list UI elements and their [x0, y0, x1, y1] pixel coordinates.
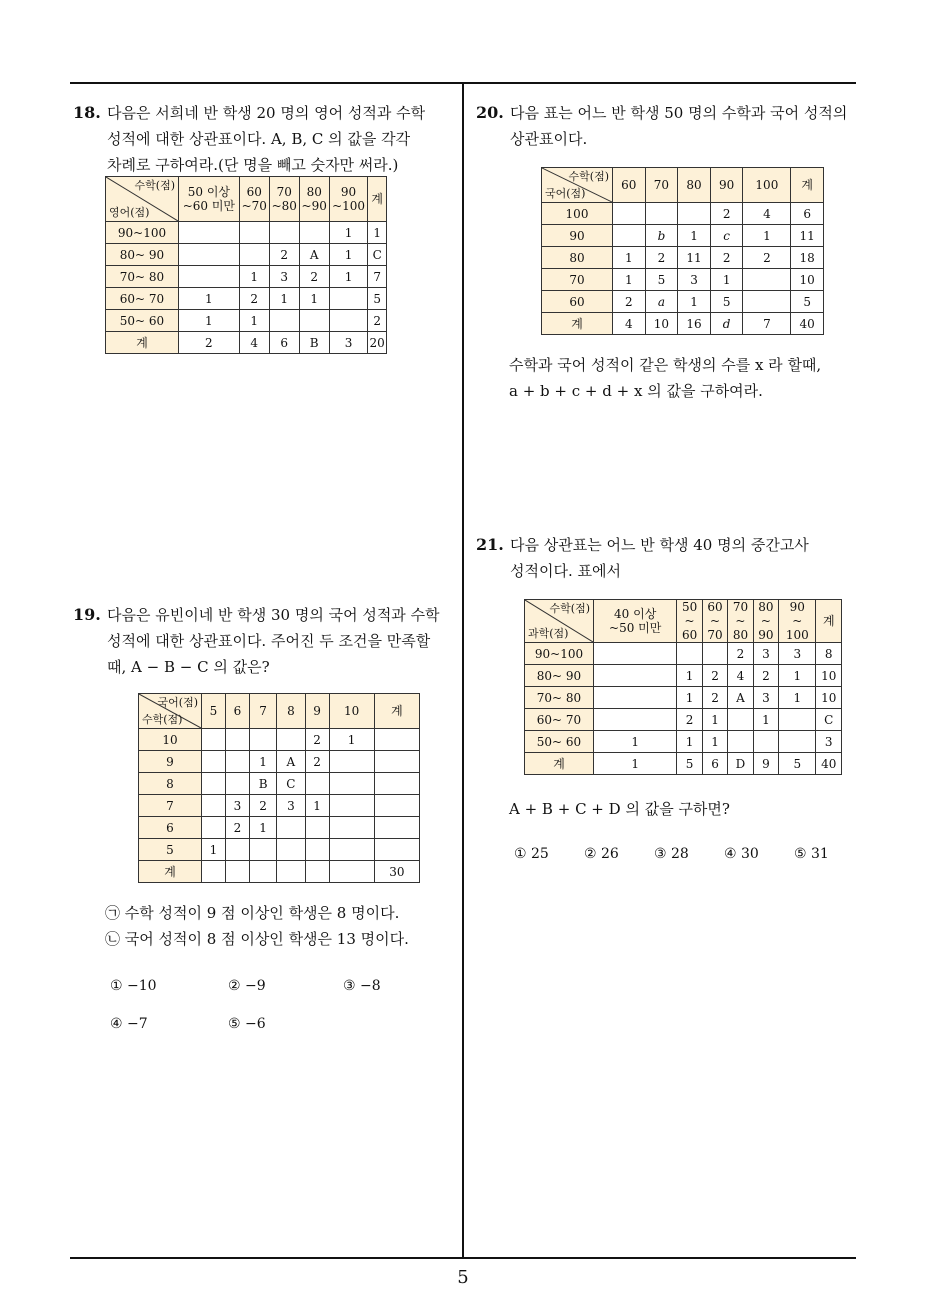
- row-header: 9: [139, 751, 202, 773]
- table-cell: 6: [702, 753, 727, 775]
- table-cell: 2: [179, 332, 240, 354]
- column-header: 9: [305, 694, 329, 729]
- table-cell: [329, 310, 368, 332]
- column-variable-label: 국어(점): [157, 696, 198, 709]
- table-cell: 1: [239, 266, 269, 288]
- table-cell: [329, 751, 374, 773]
- table-cell: 7: [743, 313, 791, 335]
- table-cell: 1: [753, 709, 778, 731]
- table-row: [525, 709, 842, 731]
- table-cell: 9: [753, 753, 778, 775]
- column-header: 7: [249, 694, 276, 729]
- table-cell: [239, 222, 269, 244]
- table-cell: 2: [728, 643, 753, 665]
- table-cell: 1: [779, 665, 816, 687]
- question-text: 다음 표는 어느 반 학생 50 명의 수학과 국어 성적의 상관표이다.: [510, 104, 848, 148]
- row-variable-label: 과학(점): [528, 627, 569, 640]
- table-cell: 3: [753, 643, 778, 665]
- table-cell: 10: [816, 665, 842, 687]
- table-cell: 1: [702, 731, 727, 753]
- table-cell: [374, 817, 419, 839]
- table-cell: [225, 773, 249, 795]
- table-row: [542, 269, 824, 291]
- choice-2[interactable]: ② −9: [228, 978, 266, 994]
- table-corner-header: [542, 168, 613, 203]
- table-cell: 2: [645, 247, 678, 269]
- table-cell: [202, 773, 226, 795]
- table-cell: 1: [613, 247, 646, 269]
- row-header: 90: [542, 225, 613, 247]
- question-number: 20.: [476, 103, 504, 122]
- column-header: 90 ~100: [329, 177, 368, 222]
- column-header: 60 ~70: [239, 177, 269, 222]
- table-cell: B: [299, 332, 329, 354]
- table-cell: [329, 839, 374, 861]
- question-number: 18.: [73, 103, 101, 122]
- table-cell: [374, 795, 419, 817]
- table-row: [525, 643, 842, 665]
- column-header: 70 ~ 80: [728, 600, 753, 643]
- table-row: [542, 291, 824, 313]
- table-cell: [613, 203, 646, 225]
- choice-1[interactable]: ① −10: [110, 978, 157, 994]
- table-cell: 2: [710, 203, 743, 225]
- answer-choices-q21: [514, 846, 854, 870]
- table-cell: 1: [678, 291, 711, 313]
- column-header: 10: [329, 694, 374, 729]
- table-cell: 10: [816, 687, 842, 709]
- choice-5[interactable]: ⑤ −6: [228, 1016, 266, 1032]
- table-cell: [179, 244, 240, 266]
- column-header: 90: [710, 168, 743, 203]
- table-cell: 1: [678, 225, 711, 247]
- answer-choices-q19: [110, 978, 440, 1038]
- column-header: 80: [678, 168, 711, 203]
- question-text: 다음 상관표는 어느 반 학생 40 명의 중간고사 성적이다. 표에서: [510, 536, 809, 580]
- table-cell: 1: [202, 839, 226, 861]
- table-cell: 2: [613, 291, 646, 313]
- table-cell: [225, 751, 249, 773]
- table-row: [139, 795, 420, 817]
- row-header: 5: [139, 839, 202, 861]
- table-row: [106, 244, 387, 266]
- table-row: [139, 729, 420, 751]
- table-row: [525, 665, 842, 687]
- table-row: [542, 225, 824, 247]
- table-cell: 1: [702, 709, 727, 731]
- column-header: 70: [645, 168, 678, 203]
- table-cell: 2: [677, 709, 702, 731]
- table-cell: 1: [269, 288, 299, 310]
- table-cell: 10: [791, 269, 824, 291]
- column-header: 계: [368, 177, 387, 222]
- table-cell: a: [645, 291, 678, 313]
- correlation-table-q19: [138, 693, 420, 883]
- table-cell: [179, 266, 240, 288]
- row-variable-label: 수학(점): [142, 713, 183, 726]
- table-cell: 1: [329, 266, 368, 288]
- table-cell: 2: [299, 266, 329, 288]
- table-cell: [728, 709, 753, 731]
- question-18: [73, 100, 453, 178]
- table-cell: 40: [816, 753, 842, 775]
- table-cell: [239, 244, 269, 266]
- column-header: 5: [202, 694, 226, 729]
- choice-5[interactable]: ⑤ 31: [794, 846, 829, 862]
- table-row: [139, 839, 420, 861]
- question-number: 19.: [73, 605, 101, 624]
- row-header: 70: [542, 269, 613, 291]
- table-cell: 3: [678, 269, 711, 291]
- table-cell: B: [249, 773, 276, 795]
- row-header: 계: [525, 753, 594, 775]
- table-cell: [329, 288, 368, 310]
- column-header: 90 ~ 100: [779, 600, 816, 643]
- table-cell: 1: [249, 817, 276, 839]
- table-cell: [677, 643, 702, 665]
- row-header: 8: [139, 773, 202, 795]
- table-row: [542, 203, 824, 225]
- table-cell: 2: [702, 665, 727, 687]
- table-cell: [225, 729, 249, 751]
- column-header: 80 ~90: [299, 177, 329, 222]
- column-header: 6: [225, 694, 249, 729]
- column-header: 50 이상 ~60 미만: [179, 177, 240, 222]
- column-header: 60 ~ 70: [702, 600, 727, 643]
- row-header: 계: [542, 313, 613, 335]
- table-cell: 20: [368, 332, 387, 354]
- table-cell: 3: [779, 643, 816, 665]
- table-cell: [305, 839, 329, 861]
- table-cell: [305, 773, 329, 795]
- table-cell: 2: [368, 310, 387, 332]
- table-cell: 3: [269, 266, 299, 288]
- table-cell: [202, 861, 226, 883]
- table-cell: 2: [225, 817, 249, 839]
- table-cell: 2: [249, 795, 276, 817]
- row-variable-label: 영어(점): [109, 206, 150, 219]
- table-cell: 1: [710, 269, 743, 291]
- table-cell: [329, 817, 374, 839]
- column-header: 70 ~80: [269, 177, 299, 222]
- table-cell: A: [299, 244, 329, 266]
- table-row: [525, 731, 842, 753]
- question-prompt: 수학과 국어 성적이 같은 학생의 수를 x 라 할때, a + b + c + d + x 의 값을 구하여라.: [509, 356, 822, 400]
- table-cell: 1: [329, 729, 374, 751]
- question-19: [73, 602, 453, 680]
- row-header: 60: [542, 291, 613, 313]
- table-cell: 3: [329, 332, 368, 354]
- table-row: [106, 222, 387, 244]
- table-cell: 11: [791, 225, 824, 247]
- choice-1[interactable]: ① 25: [514, 846, 549, 862]
- table-cell: 2: [305, 751, 329, 773]
- table-cell: d: [710, 313, 743, 335]
- table-cell: 2: [753, 665, 778, 687]
- table-cell: 1: [179, 310, 240, 332]
- table-cell: [374, 773, 419, 795]
- question-21: [476, 532, 856, 584]
- table-cell: 1: [249, 751, 276, 773]
- table-row: [106, 310, 387, 332]
- choice-3[interactable]: ③ −8: [343, 978, 381, 994]
- table-cell: 3: [816, 731, 842, 753]
- table-cell: C: [277, 773, 305, 795]
- question-prompt: A + B + C + D 의 값을 구하면?: [509, 800, 730, 818]
- correlation-table-q20: [541, 167, 824, 335]
- column-variable-label: 수학(점): [568, 170, 609, 183]
- table-cell: 1: [305, 795, 329, 817]
- row-header: 100: [542, 203, 613, 225]
- table-cell: 1: [613, 269, 646, 291]
- table-cell: 11: [678, 247, 711, 269]
- table-cell: 2: [710, 247, 743, 269]
- table-cell: 10: [645, 313, 678, 335]
- column-header: 계: [791, 168, 824, 203]
- column-header: 60: [613, 168, 646, 203]
- table-cell: 6: [791, 203, 824, 225]
- table-cell: 7: [368, 266, 387, 288]
- table-row: [106, 266, 387, 288]
- table-cell: [374, 839, 419, 861]
- row-header: 80~ 90: [106, 244, 179, 266]
- table-cell: 2: [743, 247, 791, 269]
- table-cell: 40: [791, 313, 824, 335]
- table-row: [139, 817, 420, 839]
- center-divider: [462, 82, 464, 1258]
- table-cell: [743, 269, 791, 291]
- table-cell: [779, 731, 816, 753]
- table-row: [139, 751, 420, 773]
- table-cell: [594, 687, 677, 709]
- table-cell: [329, 795, 374, 817]
- table-cell: 1: [239, 310, 269, 332]
- page-number: 5: [457, 1267, 469, 1288]
- question-20: [476, 100, 856, 152]
- question-20-prompt: [509, 352, 849, 404]
- row-header: 70~ 80: [106, 266, 179, 288]
- table-cell: 1: [594, 731, 677, 753]
- table-cell: 5: [710, 291, 743, 313]
- row-header: 60~ 70: [106, 288, 179, 310]
- question-text: 다음은 서희네 반 학생 20 명의 영어 성적과 수학 성적에 대한 상관표이다. A, B, C 의 값을 각각 차례로 구하여라.(단 명을 빼고 숫자만 써라.): [107, 104, 426, 174]
- table-cell: 2: [239, 288, 269, 310]
- column-header: 계: [374, 694, 419, 729]
- table-corner-header: [139, 694, 202, 729]
- table-cell: [305, 817, 329, 839]
- table-cell: [329, 773, 374, 795]
- table-row: [139, 773, 420, 795]
- column-variable-label: 수학(점): [549, 602, 590, 615]
- table-cell: 5: [791, 291, 824, 313]
- table-cell: [594, 643, 677, 665]
- table-cell: C: [368, 244, 387, 266]
- table-cell: [779, 709, 816, 731]
- table-cell: b: [645, 225, 678, 247]
- row-header: 90~100: [106, 222, 179, 244]
- table-cell: [225, 839, 249, 861]
- table-cell: 30: [374, 861, 419, 883]
- table-cell: [277, 729, 305, 751]
- table-cell: c: [710, 225, 743, 247]
- table-cell: 3: [753, 687, 778, 709]
- table-cell: [753, 731, 778, 753]
- row-header: 70~ 80: [525, 687, 594, 709]
- choice-4[interactable]: ④ −7: [110, 1016, 148, 1032]
- table-cell: A: [728, 687, 753, 709]
- table-cell: 5: [645, 269, 678, 291]
- table-cell: 5: [779, 753, 816, 775]
- table-cell: [269, 310, 299, 332]
- table-cell: 6: [269, 332, 299, 354]
- table-cell: [594, 709, 677, 731]
- column-header: 50 ~ 60: [677, 600, 702, 643]
- table-cell: [645, 203, 678, 225]
- table-cell: [269, 222, 299, 244]
- table-cell: 1: [743, 225, 791, 247]
- table-cell: 8: [816, 643, 842, 665]
- column-header: 80 ~ 90: [753, 600, 778, 643]
- table-cell: 1: [329, 222, 368, 244]
- table-cell: [702, 643, 727, 665]
- choice-2[interactable]: ② 26: [584, 846, 619, 862]
- table-cell: A: [277, 751, 305, 773]
- table-cell: [277, 817, 305, 839]
- conditions: ㉠ 수학 성적이 9 점 이상인 학생은 8 명이다. ㉡ 국어 성적이 8 점 이상인 학생은 13 명이다.: [105, 904, 409, 948]
- row-header: 6: [139, 817, 202, 839]
- table-cell: 1: [677, 687, 702, 709]
- column-header: 8: [277, 694, 305, 729]
- table-cell: 4: [743, 203, 791, 225]
- row-header: 90~100: [525, 643, 594, 665]
- row-header: 80: [542, 247, 613, 269]
- row-header: 60~ 70: [525, 709, 594, 731]
- table-cell: 4: [613, 313, 646, 335]
- row-header: 10: [139, 729, 202, 751]
- table-row: [542, 313, 824, 335]
- question-21-prompt: [509, 796, 849, 822]
- table-row: [542, 247, 824, 269]
- table-cell: [202, 751, 226, 773]
- table-cell: [249, 729, 276, 751]
- correlation-table-q18: [105, 176, 387, 354]
- table-cell: 1: [779, 687, 816, 709]
- correlation-table-q21: [524, 599, 842, 775]
- table-cell: [299, 222, 329, 244]
- table-cell: [202, 795, 226, 817]
- question-text: 다음은 유빈이네 반 학생 30 명의 국어 성적과 수학 성적에 대한 상관표이다. 주어진 두 조건을 만족할 때, A − B − C 의 값은?: [107, 606, 440, 676]
- table-cell: [305, 861, 329, 883]
- table-cell: 1: [594, 753, 677, 775]
- table-cell: 1: [368, 222, 387, 244]
- table-cell: [594, 665, 677, 687]
- table-cell: 4: [239, 332, 269, 354]
- row-header: 계: [106, 332, 179, 354]
- table-row: [106, 288, 387, 310]
- table-cell: 1: [329, 244, 368, 266]
- row-header: 80~ 90: [525, 665, 594, 687]
- row-header: 계: [139, 861, 202, 883]
- column-header: 계: [816, 600, 842, 643]
- table-row: [139, 861, 420, 883]
- table-row: [525, 753, 842, 775]
- table-cell: [202, 817, 226, 839]
- table-cell: 2: [269, 244, 299, 266]
- table-cell: [374, 729, 419, 751]
- table-cell: 2: [305, 729, 329, 751]
- table-cell: [613, 225, 646, 247]
- table-cell: [329, 861, 374, 883]
- table-cell: [179, 222, 240, 244]
- table-cell: [678, 203, 711, 225]
- table-cell: 1: [677, 731, 702, 753]
- table-cell: 5: [677, 753, 702, 775]
- table-cell: [225, 861, 249, 883]
- table-cell: 1: [677, 665, 702, 687]
- table-cell: [743, 291, 791, 313]
- row-header: 7: [139, 795, 202, 817]
- question-number: 21.: [476, 535, 504, 554]
- column-header: 40 이상 ~50 미만: [594, 600, 677, 643]
- table-cell: 1: [179, 288, 240, 310]
- table-cell: 5: [368, 288, 387, 310]
- table-row: [525, 687, 842, 709]
- choice-4[interactable]: ④ 30: [724, 846, 759, 862]
- bottom-rule: [70, 1257, 856, 1259]
- choice-3[interactable]: ③ 28: [654, 846, 689, 862]
- column-variable-label: 수학(점): [134, 179, 175, 192]
- row-header: 50~ 60: [525, 731, 594, 753]
- table-cell: [202, 729, 226, 751]
- table-cell: 1: [299, 288, 329, 310]
- table-cell: 2: [702, 687, 727, 709]
- table-cell: 18: [791, 247, 824, 269]
- table-corner-header: [106, 177, 179, 222]
- table-cell: 16: [678, 313, 711, 335]
- table-cell: [249, 839, 276, 861]
- table-cell: [374, 751, 419, 773]
- table-cell: [299, 310, 329, 332]
- table-cell: 3: [225, 795, 249, 817]
- table-cell: [277, 861, 305, 883]
- column-header: 100: [743, 168, 791, 203]
- row-variable-label: 국어(점): [545, 187, 586, 200]
- table-cell: [728, 731, 753, 753]
- table-cell: 4: [728, 665, 753, 687]
- table-cell: D: [728, 753, 753, 775]
- table-corner-header: [525, 600, 594, 643]
- table-cell: [249, 861, 276, 883]
- table-cell: [277, 839, 305, 861]
- table-row: [106, 332, 387, 354]
- table-cell: 3: [277, 795, 305, 817]
- table-cell: C: [816, 709, 842, 731]
- row-header: 50~ 60: [106, 310, 179, 332]
